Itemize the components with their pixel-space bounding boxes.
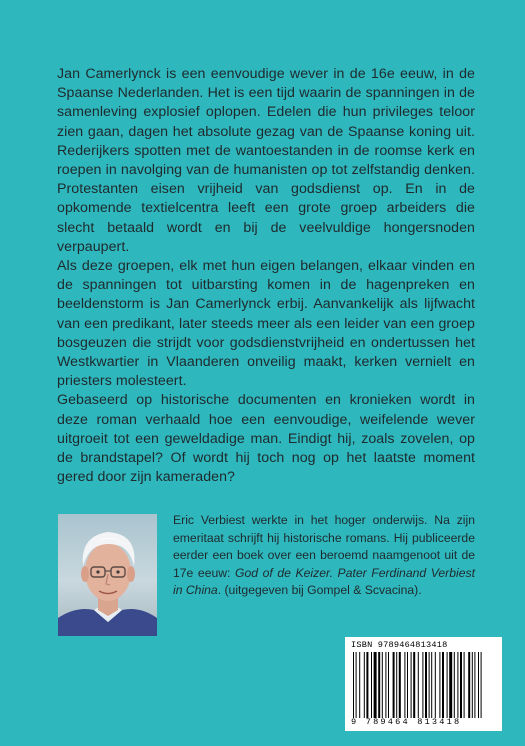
blurb-paragraph-1: Jan Camerlynck is een eenvoudige wever in de 16e eeuw, in de Spaanse Nederlanden. Het is een tijd waarin de spanningen in de samenleving explosief oplopen. Edelen die hun privileges teloor zien gaan, dagen het absolute gezag van de Spaanse koning uit. Rederijkers spotten met de wantoestanden in de roomse kerk en roepen in navolging van de humanisten op tot zelfstandig denken. Protestanten eisen vrijheid van godsdienst op. En in de opkomende textielcentra leeft een grote groep arbeiders die slecht betaald wordt en bij de veelvuldige hongersnoden verpaupert. [57,66,475,255]
author-bio [173,512,475,600]
blurb-paragraph-2: Als deze groepen, elk met hun eigen belangen, elkaar vinden en de spanningen tot uitbarsting komen in de hagenpreken en beeldenstorm is Jan Camerlynck erbij. Aanvankelijk als lijfwacht van een predikant, later steeds meer als een leider van een groep bosgeuzen die strijdt voor godsdienstvrijheid en ondertussen het Westkwartier in Vlaanderen onveilig maakt, kerken vernielt en priesters molesteert. [57,258,475,390]
author-photo [58,514,157,636]
isbn-barcode [345,637,502,731]
bio-outro: . (uitgegeven bij Gompel & Scvacina). [217,583,422,598]
back-cover-blurb [57,65,475,487]
blurb-paragraph-3: Gebaseerd op historische documenten en kronieken wordt in deze roman verhaald hoe een eenvoudige, weifelende wever uitgroeit tot een geweldadige man. Eindigt hij, zoals zovelen, op de brandstapel? Of wordt hij toch nog op het laatste moment gered door zijn kameraden? [57,392,475,486]
bio-book-title: God of de Keizer. Pater Ferdinand Verbiest in China [173,565,475,598]
bio-intro: Eric Verbiest werkte in het hoger onderwijs. Na zijn emeritaat schrijft hij historische romans. Hij publiceerde eerder een boek over een beroemd naamgenoot uit de 17e eeuw: [173,513,475,580]
barcode-digits: 9 789464 813418 [351,717,462,727]
isbn-label: ISBN 9789464813418 [351,640,448,650]
barcode-bars [351,652,497,718]
